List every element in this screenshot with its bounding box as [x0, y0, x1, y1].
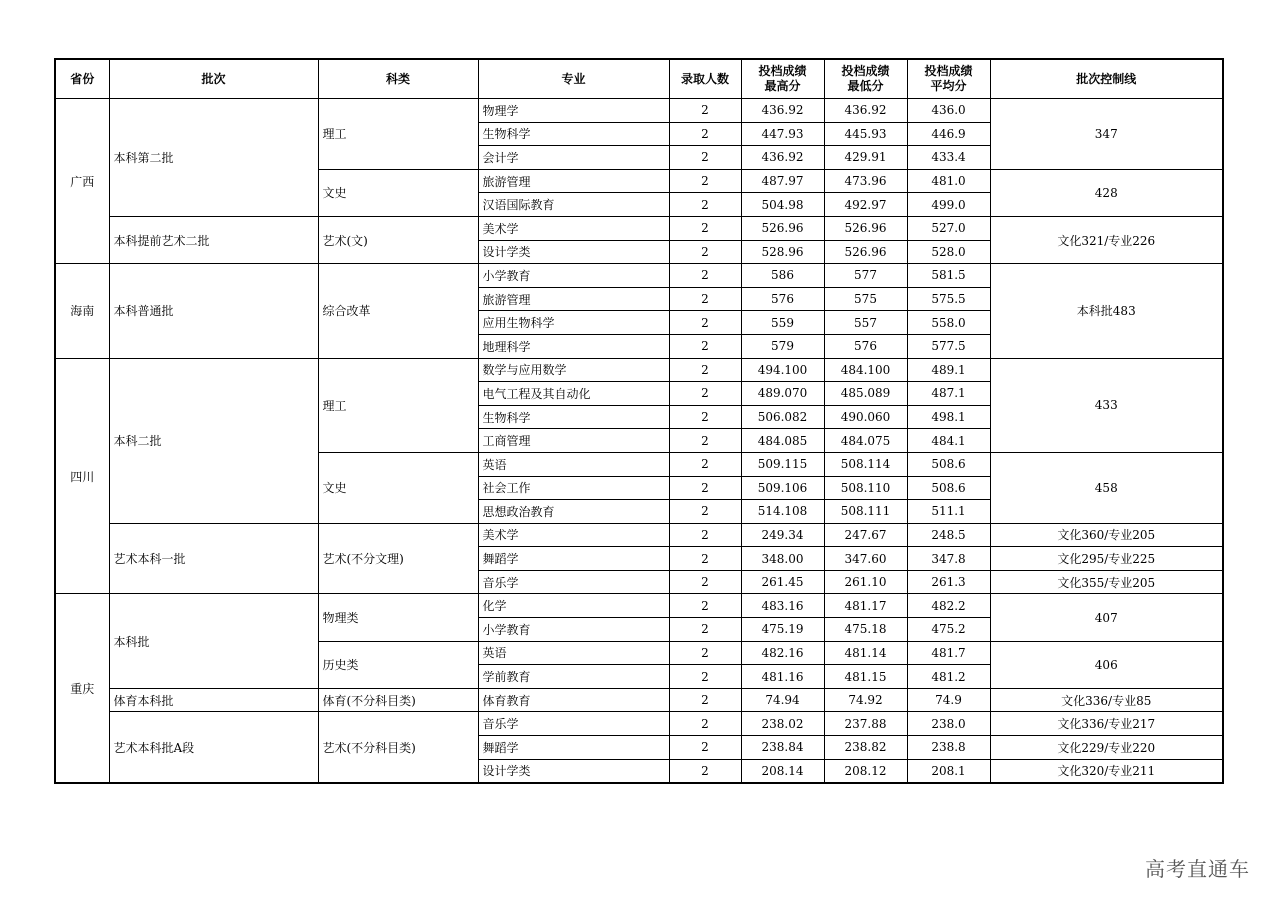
avg-cell: 475.2: [907, 618, 990, 642]
watermark-text: 高考直通车: [1145, 857, 1250, 881]
table-row: [55, 688, 1223, 712]
max-cell: 238.02: [741, 712, 824, 736]
admitted-cell: 2: [669, 334, 741, 358]
admitted-cell: 2: [669, 382, 741, 406]
admitted-cell: 2: [669, 570, 741, 594]
table-row: [55, 712, 1223, 736]
max-cell: 475.19: [741, 618, 824, 642]
category-cell: 物理类: [318, 594, 478, 641]
min-cell: 492.97: [824, 193, 907, 217]
admitted-cell: 2: [669, 665, 741, 689]
major-cell: 设计学类: [478, 759, 669, 783]
admitted-cell: 2: [669, 405, 741, 429]
max-cell: 559: [741, 311, 824, 335]
header-category: 科类: [318, 59, 478, 99]
admitted-cell: 2: [669, 358, 741, 382]
header-major: 专业: [478, 59, 669, 99]
avg-cell: 481.0: [907, 169, 990, 193]
max-cell: 494.100: [741, 358, 824, 382]
control-cell: 428: [990, 169, 1223, 216]
admitted-cell: 2: [669, 618, 741, 642]
min-cell: 429.91: [824, 146, 907, 170]
admitted-cell: 2: [669, 688, 741, 712]
category-cell: 理工: [318, 358, 478, 452]
avg-cell: 498.1: [907, 405, 990, 429]
max-cell: 436.92: [741, 146, 824, 170]
major-cell: 数学与应用数学: [478, 358, 669, 382]
max-cell: 504.98: [741, 193, 824, 217]
major-cell: 美术学: [478, 216, 669, 240]
max-cell: 487.97: [741, 169, 824, 193]
avg-cell: 261.3: [907, 570, 990, 594]
major-cell: 生物科学: [478, 405, 669, 429]
avg-cell: 481.7: [907, 641, 990, 665]
control-cell: 458: [990, 452, 1223, 523]
avg-cell: 499.0: [907, 193, 990, 217]
major-cell: 工商管理: [478, 429, 669, 453]
min-cell: 237.88: [824, 712, 907, 736]
min-cell: 208.12: [824, 759, 907, 783]
table-row: [55, 594, 1223, 618]
major-cell: 化学: [478, 594, 669, 618]
control-cell: 文化360/专业205: [990, 523, 1223, 547]
max-cell: 483.16: [741, 594, 824, 618]
min-cell: 74.92: [824, 688, 907, 712]
header-batch: 批次: [109, 59, 318, 99]
min-cell: 238.82: [824, 736, 907, 760]
admitted-cell: 2: [669, 712, 741, 736]
min-cell: 481.14: [824, 641, 907, 665]
category-cell: 文史: [318, 169, 478, 216]
min-cell: 576: [824, 334, 907, 358]
admitted-cell: 2: [669, 759, 741, 783]
max-cell: 528.96: [741, 240, 824, 264]
max-cell: 447.93: [741, 122, 824, 146]
min-cell: 445.93: [824, 122, 907, 146]
major-cell: 小学教育: [478, 264, 669, 288]
major-cell: 地理科学: [478, 334, 669, 358]
major-cell: 小学教育: [478, 618, 669, 642]
major-cell: 思想政治教育: [478, 500, 669, 524]
avg-cell: 484.1: [907, 429, 990, 453]
header-min-score: 投档成绩 最低分: [824, 59, 907, 99]
min-cell: 473.96: [824, 169, 907, 193]
min-cell: 484.100: [824, 358, 907, 382]
province-cell: 重庆: [55, 594, 109, 783]
major-cell: 美术学: [478, 523, 669, 547]
major-cell: 汉语国际教育: [478, 193, 669, 217]
min-cell: 485.089: [824, 382, 907, 406]
min-cell: 490.060: [824, 405, 907, 429]
batch-cell: 体育本科批: [109, 688, 318, 712]
avg-cell: 511.1: [907, 500, 990, 524]
control-cell: 406: [990, 641, 1223, 688]
major-cell: 旅游管理: [478, 287, 669, 311]
min-cell: 508.114: [824, 452, 907, 476]
min-cell: 481.15: [824, 665, 907, 689]
major-cell: 社会工作: [478, 476, 669, 500]
max-cell: 238.84: [741, 736, 824, 760]
control-cell: 文化229/专业220: [990, 736, 1223, 760]
table-row: [55, 358, 1223, 382]
table-row: [55, 523, 1223, 547]
batch-cell: 本科二批: [109, 358, 318, 523]
max-cell: 484.085: [741, 429, 824, 453]
category-cell: 文史: [318, 452, 478, 523]
major-cell: 生物科学: [478, 122, 669, 146]
control-cell: 文化336/专业85: [990, 688, 1223, 712]
max-cell: 348.00: [741, 547, 824, 571]
major-cell: 体育教育: [478, 688, 669, 712]
major-cell: 音乐学: [478, 712, 669, 736]
batch-cell: 本科提前艺术二批: [109, 216, 318, 263]
category-cell: 历史类: [318, 641, 478, 688]
avg-cell: 508.6: [907, 452, 990, 476]
max-cell: 509.115: [741, 452, 824, 476]
avg-cell: 558.0: [907, 311, 990, 335]
major-cell: 音乐学: [478, 570, 669, 594]
batch-cell: 本科普通批: [109, 264, 318, 358]
min-cell: 436.92: [824, 99, 907, 123]
major-cell: 舞蹈学: [478, 547, 669, 571]
min-cell: 261.10: [824, 570, 907, 594]
max-cell: 249.34: [741, 523, 824, 547]
admitted-cell: 2: [669, 547, 741, 571]
min-cell: 577: [824, 264, 907, 288]
max-cell: 576: [741, 287, 824, 311]
min-cell: 347.60: [824, 547, 907, 571]
major-cell: 英语: [478, 452, 669, 476]
batch-cell: 本科第二批: [109, 99, 318, 217]
max-cell: 579: [741, 334, 824, 358]
max-cell: 482.16: [741, 641, 824, 665]
avg-cell: 433.4: [907, 146, 990, 170]
admitted-cell: 2: [669, 287, 741, 311]
avg-cell: 74.9: [907, 688, 990, 712]
admitted-cell: 2: [669, 264, 741, 288]
avg-cell: 489.1: [907, 358, 990, 382]
min-cell: 575: [824, 287, 907, 311]
major-cell: 物理学: [478, 99, 669, 123]
major-cell: 电气工程及其自动化: [478, 382, 669, 406]
avg-cell: 528.0: [907, 240, 990, 264]
control-cell: 347: [990, 99, 1223, 170]
avg-cell: 527.0: [907, 216, 990, 240]
control-cell: 文化321/专业226: [990, 216, 1223, 263]
control-cell: 407: [990, 594, 1223, 641]
admitted-cell: 2: [669, 193, 741, 217]
avg-cell: 581.5: [907, 264, 990, 288]
avg-cell: 482.2: [907, 594, 990, 618]
avg-cell: 487.1: [907, 382, 990, 406]
major-cell: 英语: [478, 641, 669, 665]
category-cell: 理工: [318, 99, 478, 170]
min-cell: 526.96: [824, 240, 907, 264]
admitted-cell: 2: [669, 476, 741, 500]
avg-cell: 575.5: [907, 287, 990, 311]
header-avg-score: 投档成绩 平均分: [907, 59, 990, 99]
header-row: [55, 59, 1223, 99]
batch-cell: 艺术本科一批: [109, 523, 318, 594]
max-cell: 526.96: [741, 216, 824, 240]
admitted-cell: 2: [669, 216, 741, 240]
admitted-cell: 2: [669, 452, 741, 476]
avg-cell: 446.9: [907, 122, 990, 146]
admitted-cell: 2: [669, 240, 741, 264]
avg-cell: 481.2: [907, 665, 990, 689]
max-cell: 74.94: [741, 688, 824, 712]
admission-scores-table: [54, 58, 1224, 784]
avg-cell: 577.5: [907, 334, 990, 358]
control-cell: 文化336/专业217: [990, 712, 1223, 736]
table-row: [55, 264, 1223, 288]
avg-cell: 208.1: [907, 759, 990, 783]
admitted-cell: 2: [669, 311, 741, 335]
avg-cell: 238.8: [907, 736, 990, 760]
admitted-cell: 2: [669, 523, 741, 547]
category-cell: 综合改革: [318, 264, 478, 358]
category-cell: 体育(不分科目类): [318, 688, 478, 712]
avg-cell: 347.8: [907, 547, 990, 571]
major-cell: 学前教育: [478, 665, 669, 689]
admitted-cell: 2: [669, 736, 741, 760]
max-cell: 436.92: [741, 99, 824, 123]
province-cell: 海南: [55, 264, 109, 358]
admitted-cell: 2: [669, 122, 741, 146]
min-cell: 481.17: [824, 594, 907, 618]
batch-cell: 艺术本科批A段: [109, 712, 318, 783]
admitted-cell: 2: [669, 594, 741, 618]
admitted-cell: 2: [669, 146, 741, 170]
avg-cell: 508.6: [907, 476, 990, 500]
table-row: [55, 99, 1223, 123]
control-cell: 文化320/专业211: [990, 759, 1223, 783]
control-cell: 文化295/专业225: [990, 547, 1223, 571]
max-cell: 514.108: [741, 500, 824, 524]
min-cell: 484.075: [824, 429, 907, 453]
min-cell: 508.111: [824, 500, 907, 524]
avg-cell: 238.0: [907, 712, 990, 736]
major-cell: 会计学: [478, 146, 669, 170]
category-cell: 艺术(文): [318, 216, 478, 263]
header-max-score: 投档成绩 最高分: [741, 59, 824, 99]
min-cell: 557: [824, 311, 907, 335]
max-cell: 481.16: [741, 665, 824, 689]
avg-cell: 248.5: [907, 523, 990, 547]
province-cell: 四川: [55, 358, 109, 594]
major-cell: 舞蹈学: [478, 736, 669, 760]
min-cell: 475.18: [824, 618, 907, 642]
min-cell: 526.96: [824, 216, 907, 240]
header-province: 省份: [55, 59, 109, 99]
max-cell: 261.45: [741, 570, 824, 594]
max-cell: 509.106: [741, 476, 824, 500]
min-cell: 508.110: [824, 476, 907, 500]
max-cell: 489.070: [741, 382, 824, 406]
max-cell: 506.082: [741, 405, 824, 429]
max-cell: 586: [741, 264, 824, 288]
table-row: [55, 216, 1223, 240]
batch-cell: 本科批: [109, 594, 318, 688]
category-cell: 艺术(不分科目类): [318, 712, 478, 783]
major-cell: 旅游管理: [478, 169, 669, 193]
major-cell: 应用生物科学: [478, 311, 669, 335]
header-control-line: 批次控制线: [990, 59, 1223, 99]
admitted-cell: 2: [669, 429, 741, 453]
admitted-cell: 2: [669, 169, 741, 193]
control-cell: 文化355/专业205: [990, 570, 1223, 594]
province-cell: 广西: [55, 99, 109, 264]
admitted-cell: 2: [669, 500, 741, 524]
major-cell: 设计学类: [478, 240, 669, 264]
max-cell: 208.14: [741, 759, 824, 783]
admitted-cell: 2: [669, 641, 741, 665]
min-cell: 247.67: [824, 523, 907, 547]
header-admitted: 录取人数: [669, 59, 741, 99]
control-cell: 433: [990, 358, 1223, 452]
admitted-cell: 2: [669, 99, 741, 123]
control-cell: 本科批483: [990, 264, 1223, 358]
avg-cell: 436.0: [907, 99, 990, 123]
category-cell: 艺术(不分文理): [318, 523, 478, 594]
